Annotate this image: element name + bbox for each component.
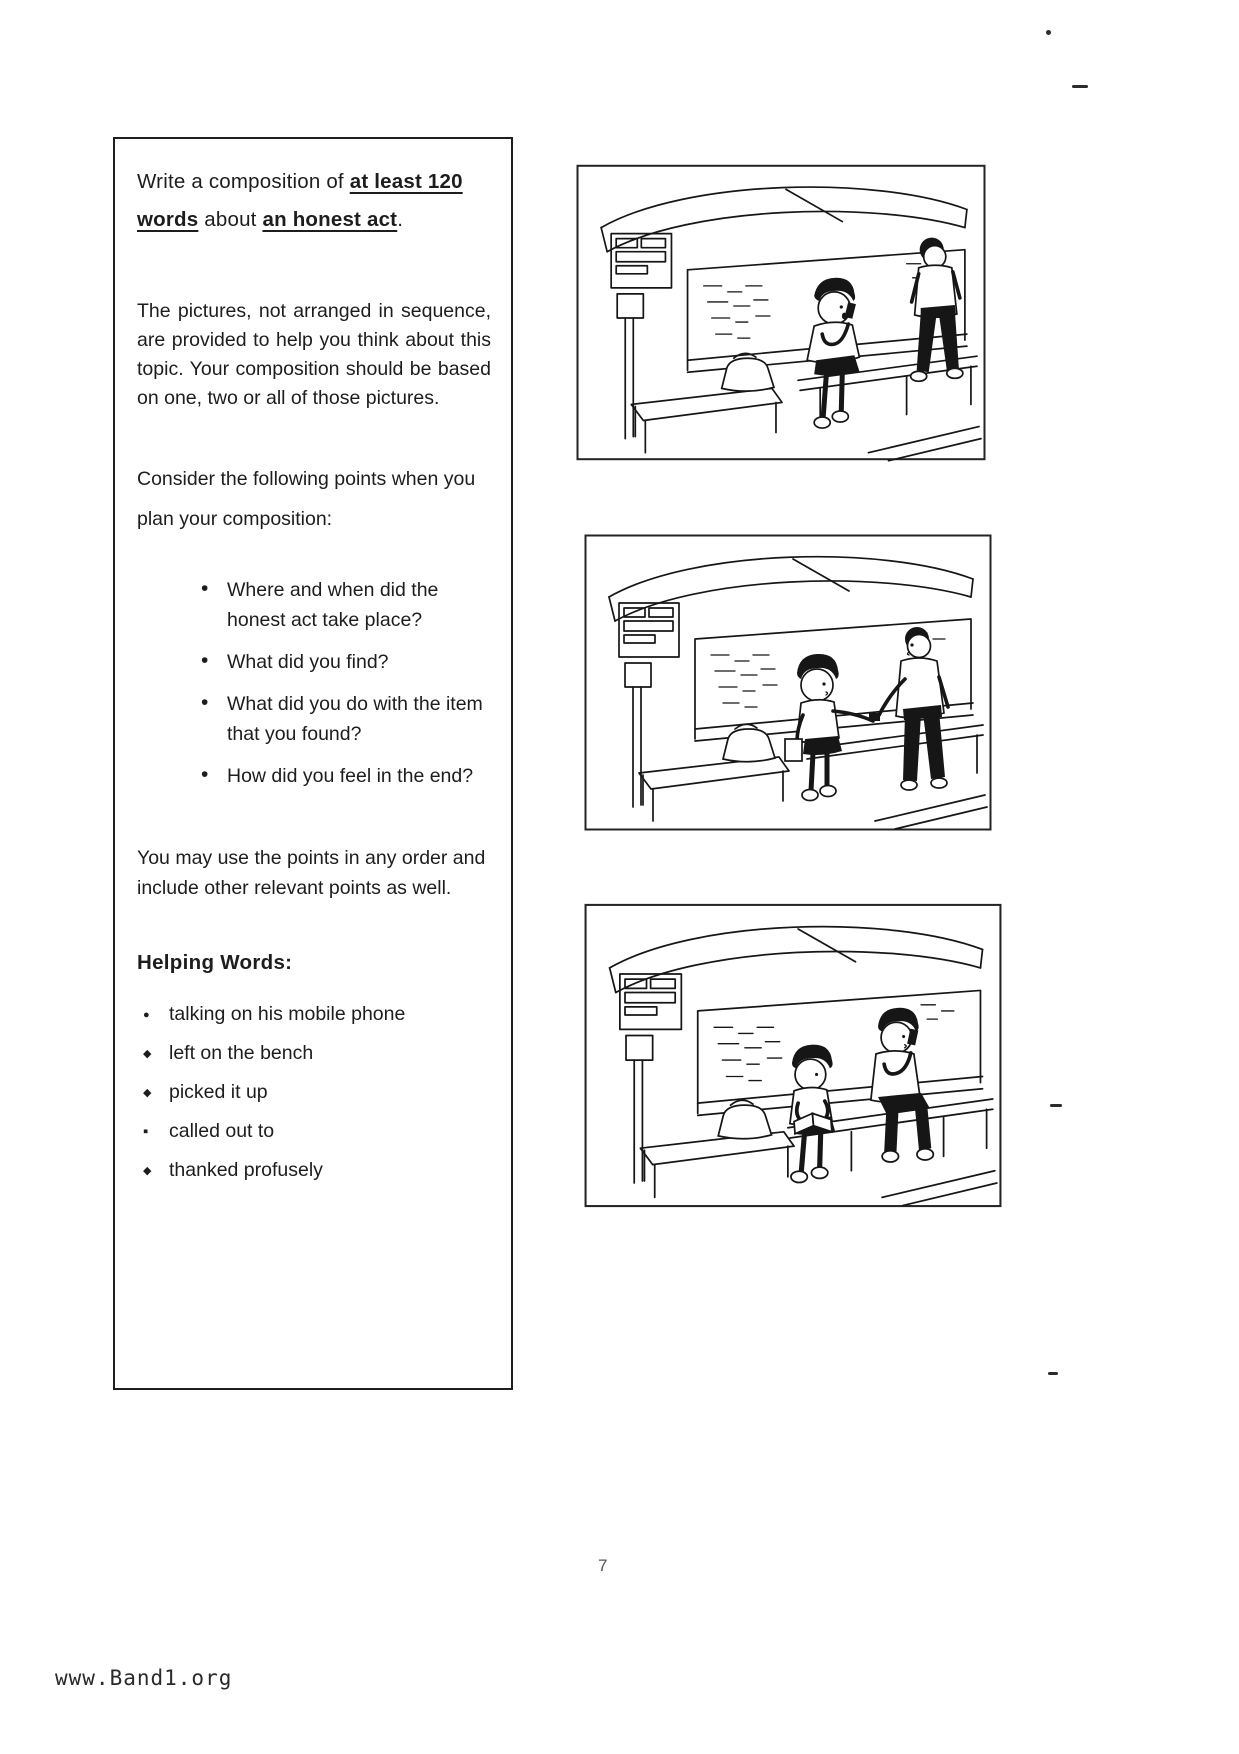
picture-3 [583,897,1003,1215]
task-title-text: about [198,208,263,231]
task-instruction-box [113,137,513,1390]
man-figure [871,1008,933,1162]
picture-2 [583,532,993,834]
scan-speck [1048,1372,1058,1375]
task-title-underlined-words: at least 120 words [137,170,463,231]
helping-words-heading: Helping Words: [137,951,293,974]
list-item: • What did you find? [199,647,491,677]
man-figure [911,238,963,382]
school-bag [723,724,775,762]
task-title [137,163,491,239]
boy-figure [785,654,873,801]
scan-speck [1046,30,1051,35]
helping-words-list [137,995,491,1190]
boy-figure [790,1045,835,1183]
scan-speck [1050,1104,1062,1107]
list-item: ◆ left on the bench [143,1034,491,1073]
picture-1 [575,163,987,463]
school-bag [718,1100,771,1138]
page-number: 7 [598,1556,608,1575]
list-item: ◆ thanked profusely [143,1151,491,1190]
picture-frame [586,905,1001,1206]
note-paragraph: You may use the points in any order and include other relevant points as well. [137,847,486,899]
man-figure [869,627,948,790]
consider-lead-paragraph: Consider the following points when you plan your composition: [137,468,476,530]
list-item: • How did you feel in the end? [199,761,491,791]
task-title-text: Write a composition of [137,170,350,193]
footer-url: www.Band1.org [55,1666,233,1690]
task-title-underlined-topic: an honest act [262,208,398,231]
list-item: ▪ called out to [143,1112,491,1151]
task-title-period: . [397,208,404,231]
list-item: • What did you do with the item that you found? [199,689,491,749]
list-item: ◆ picked it up [143,1073,491,1112]
consider-points-list [137,575,491,791]
school-bag [722,353,774,391]
list-item: ● talking on his mobile phone [143,995,491,1034]
boy-figure [807,278,859,428]
intro-paragraph: The pictures, not arranged in sequence, are provided to help you think about this topic. Your composition should be based on one, two or all of those pictures. [137,300,491,409]
mobile-phone [869,713,880,721]
scan-speck [1072,85,1088,88]
list-item: • Where and when did the honest act take place? [199,575,491,635]
